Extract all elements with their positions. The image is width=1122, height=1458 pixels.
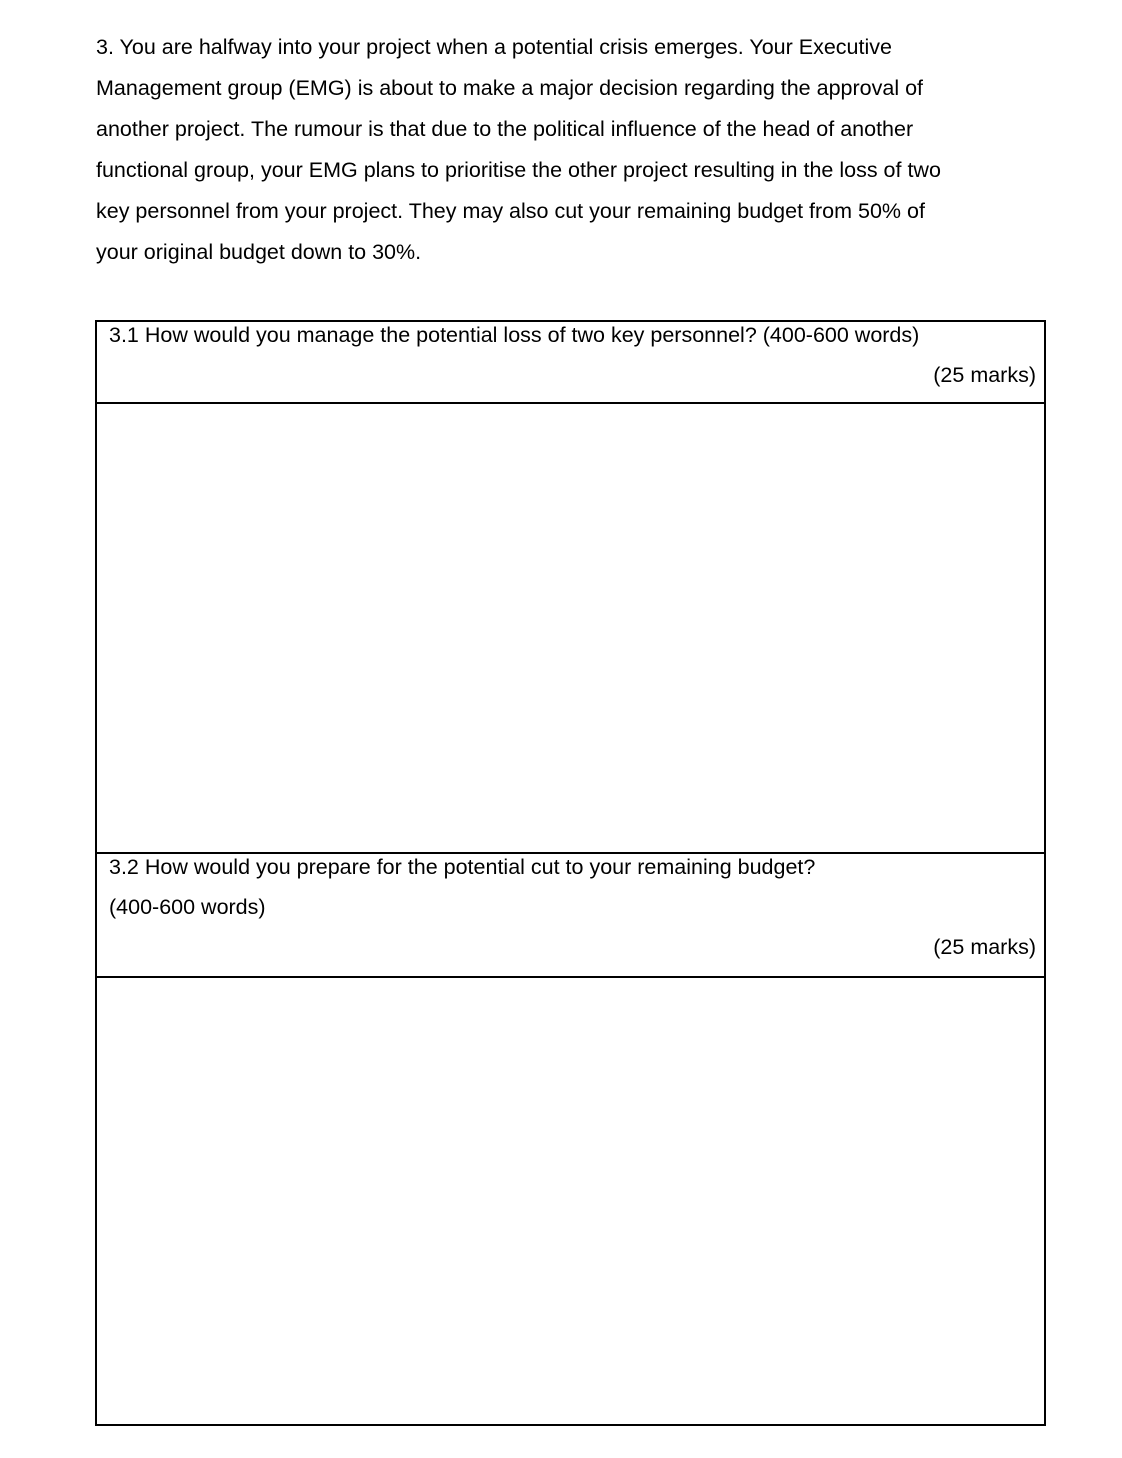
question-3-1-text: 3.1 How would you manage the potential loss of two key personnel? (400-600 words)	[109, 323, 920, 347]
answer-3-2-row	[96, 977, 1045, 1425]
question-3-1-cell	[96, 321, 1045, 403]
question-3-2-cell	[96, 853, 1045, 977]
question-3-1-marks: (25 marks)	[933, 363, 1036, 387]
question-3-1-row	[96, 321, 1045, 403]
answer-3-2-area[interactable]	[97, 978, 1044, 1424]
answer-table	[95, 320, 1046, 1426]
question-3-intro: 3. You are halfway into your project when a potential crisis emerges. Your Executive Management group (EMG) is about to make a major decision regarding the approval of another project. The rumour is that due to the political influence of the head of another functional group, your EMG plans to prioritise the other project resulting in the loss of two key personnel from your project. They may also cut your remaining budget from 50% of your original budget down to 30%.	[96, 35, 941, 264]
question-3-2-text-line2: (400-600 words)	[109, 895, 266, 919]
question-3-2-row	[96, 853, 1045, 977]
question-3-2-marks: (25 marks)	[933, 935, 1036, 959]
answer-3-1-cell[interactable]	[96, 403, 1045, 853]
question-3-2-text-line1: 3.2 How would you prepare for the potential cut to your remaining budget?	[109, 855, 816, 879]
answer-3-2-cell[interactable]	[96, 977, 1045, 1425]
answer-3-1-area[interactable]	[97, 404, 1044, 852]
answer-3-1-row	[96, 403, 1045, 853]
